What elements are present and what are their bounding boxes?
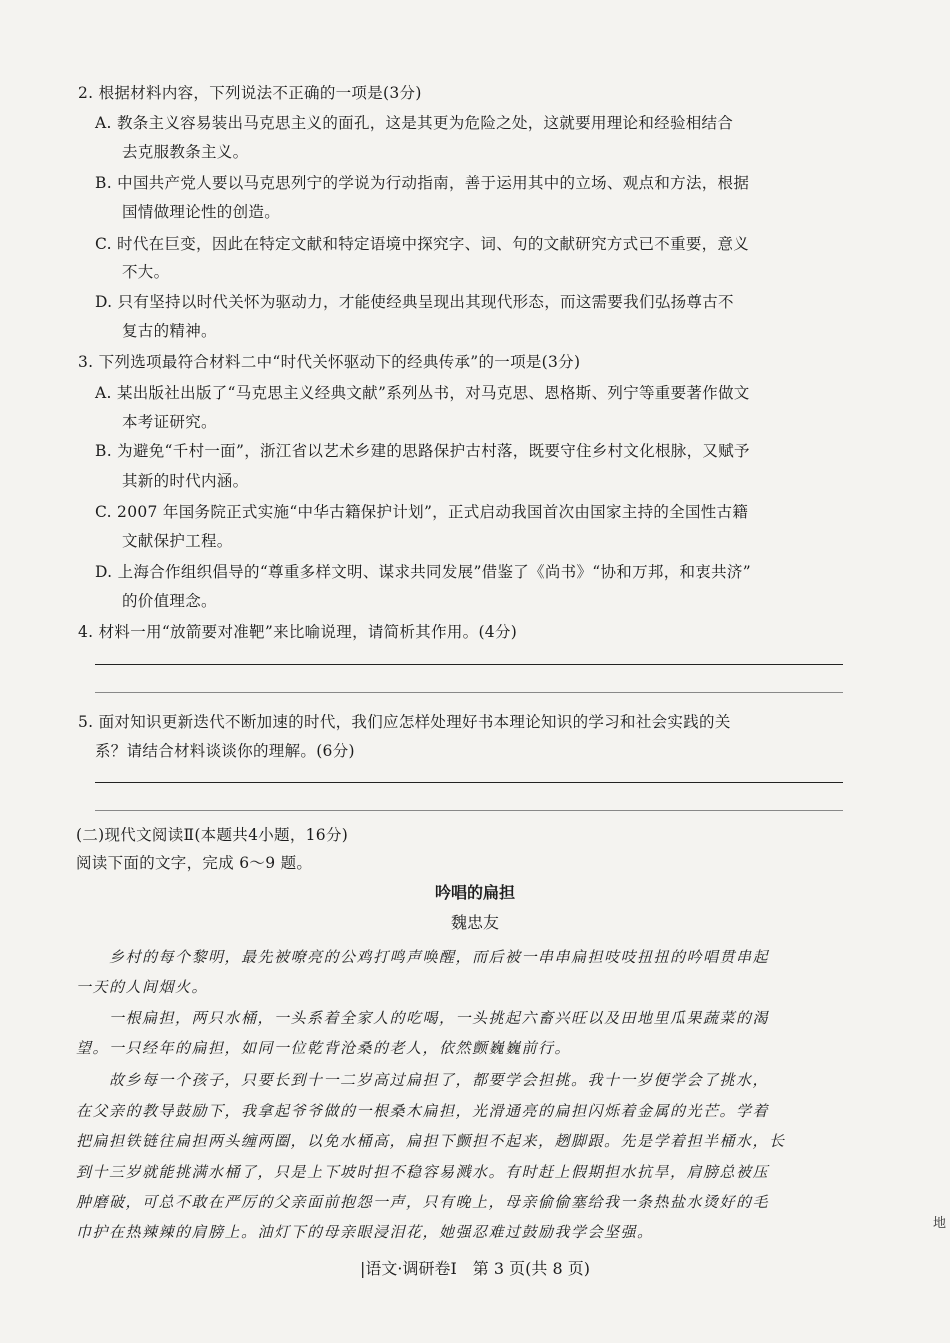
article-p3-line6: 巾护在热辣辣的肩膀上。油灯下的母亲眼浸泪花，她强忍难过鼓励我学会坚强。 <box>76 1223 654 1241</box>
article-p3-line1: 故乡每一个孩子，只要长到十一二岁高过扁担了，都要学会担挑。我十一岁便学会了挑水， <box>76 1071 770 1089</box>
q3-option-a-line2: 本考证研究。 <box>122 413 217 431</box>
article-p3-line5: 肿磨破，可总不敢在严厉的父亲面前抱怨一声，只有晚上，母亲偷偷塞给我一条热盐水烫好的毛 <box>76 1193 770 1211</box>
q4-answer-line-1[interactable] <box>95 664 843 665</box>
section-heading: (二)现代文阅读Ⅱ(本题共4小题，16分) <box>76 826 349 844</box>
article-p3-line2: 在父亲的教导鼓励下，我拿起爷爷做的一根桑木扁担，光滑通亮的扁担闪烁着金属的光芒。学着 <box>76 1102 770 1120</box>
q2-option-a-line2: 去克服教条主义。 <box>122 143 249 161</box>
q3-option-a-line1: A. 某出版社出版了“马克思主义经典文献”系列丛书，对马克思、恩格斯、列宁等重要著作做文 <box>95 384 750 402</box>
page-edge-mark: 地 <box>933 1216 947 1231</box>
q4-answer-line-2[interactable] <box>95 692 843 693</box>
section-instruction: 阅读下面的文字，完成 6～9 题。 <box>76 854 313 872</box>
q3-option-b-line1: B. 为避免“千村一面”，浙江省以艺术乡建的思路保护古村落，既要守住乡村文化根脉，又赋予 <box>95 442 750 460</box>
article-p3-line3: 把扁担铁链往扁担两头缠两圈，以免水桶高，扁担下颤担不起来，趔脚跟。先是学着担半桶水，长 <box>76 1132 786 1150</box>
article-title: 吟唱的扁担 <box>434 883 515 902</box>
q3-option-c-line1: C. 2007 年国务院正式实施“中华古籍保护计划”，正式启动我国首次由国家主持的全国性古籍 <box>95 503 749 521</box>
q3-option-c-line2: 文献保护工程。 <box>122 532 233 550</box>
q5-answer-line-1[interactable] <box>95 782 843 783</box>
q5-stem-line1: 5. 面对知识更新迭代不断加速的时代，我们应怎样处理好书本理论知识的学习和社会实践的关 <box>78 713 731 731</box>
q5-answer-line-2[interactable] <box>95 810 843 811</box>
q2-option-c-line1: C. 时代在巨变，因此在特定文献和特定语境中探究字、词、句的文献研究方式已不重要，意义 <box>95 235 750 253</box>
q3-option-d-line1: D. 上海合作组织倡导的“尊重多样文明、谋求共同发展”借鉴了《尚书》“协和万邦，和衷共济” <box>95 563 751 581</box>
q2-option-d-line1: D. 只有坚持以时代关怀为驱动力，才能使经典呈现出其现代形态，而这需要我们弘扬尊古不 <box>95 293 734 311</box>
q3-option-d-line2: 的价值理念。 <box>122 592 217 610</box>
page-footer: |语文·调研卷Ⅰ 第 3 页(共 8 页) <box>360 1259 590 1278</box>
article-author: 魏忠友 <box>450 913 499 932</box>
q5-stem-line2: 系？请结合材料谈谈你的理解。(6分) <box>95 742 355 760</box>
q3-option-b-line2: 其新的时代内涵。 <box>122 472 249 490</box>
article-p3-line4: 到十三岁就能挑满水桶了，只是上下坡时担不稳容易溅水。有时赶上假期担水抗旱，肩膀总被压 <box>76 1163 770 1181</box>
q3-stem: 3. 下列选项最符合材料二中“时代关怀驱动下的经典传承”的一项是(3分) <box>78 353 581 371</box>
q2-option-d-line2: 复古的精神。 <box>122 322 217 340</box>
q2-option-c-line2: 不大。 <box>122 263 170 281</box>
article-p1-line1: 乡村的每个黎明，最先被嘹亮的公鸡打鸣声唤醒，而后被一串串扁担吱吱扭扭的吟唱贯串起 <box>76 948 770 966</box>
q2-stem: 2. 根据材料内容，下列说法不正确的一项是(3分) <box>78 84 422 102</box>
article-p2-line2: 望。一只经年的扁担，如同一位乾背沧桑的老人，依然颤巍巍前行。 <box>76 1039 572 1057</box>
article-p1-line2: 一天的人间烟火。 <box>76 978 209 996</box>
article-p2-line1: 一根扁担，两只水桶，一头系着全家人的吃喝，一头挑起六畜兴旺以及田地里瓜果蔬菜的渴 <box>76 1009 770 1027</box>
q2-option-a-line1: A. 教条主义容易装出马克思主义的面孔，这是其更为危险之处，这就要用理论和经验相结合 <box>95 114 734 132</box>
q2-option-b-line1: B. 中国共产党人要以马克思列宁的学说为行动指南，善于运用其中的立场、观点和方法，根据 <box>95 174 750 192</box>
q2-option-b-line2: 国情做理论性的创造。 <box>122 203 281 221</box>
q4-stem: 4. 材料一用“放箭要对准靶”来比喻说理，请简析其作用。(4分) <box>78 623 518 641</box>
